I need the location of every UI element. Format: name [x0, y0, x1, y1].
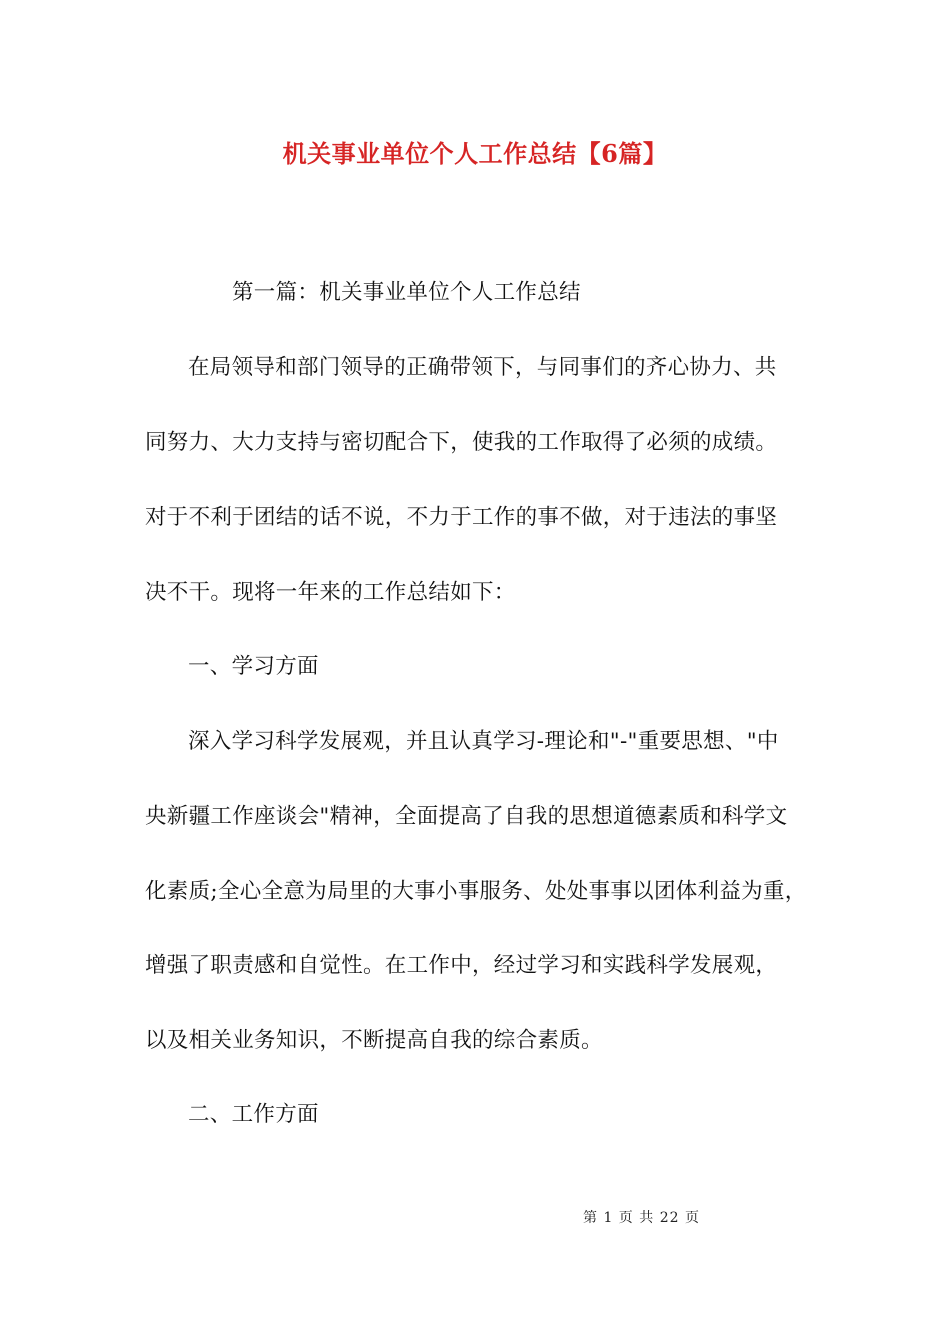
section-heading-first: 第一篇：机关事业单位个人工作总结 — [232, 280, 581, 305]
paragraph-line: 同努力、大力支持与密切配合下，使我的工作取得了必须的成绩。 — [145, 430, 778, 455]
paragraph-line: 决不干。现将一年来的工作总结如下： — [145, 580, 516, 605]
paragraph-line: 深入学习科学发展观，并且认真学习-理论和"-"重要思想、"中 — [188, 729, 779, 754]
section-heading-work: 二、工作方面 — [188, 1102, 319, 1127]
paragraph-line: 对于不利于团结的话不说，不力于工作的事不做，对于违法的事坚 — [145, 505, 778, 530]
paragraph-line: 化素质;全心全意为局里的大事小事服务、处处事事以团体利益为重， — [145, 879, 807, 904]
document-title: 机关事业单位个人工作总结【6篇】 — [282, 139, 668, 168]
paragraph-line: 以及相关业务知识，不断提高自我的综合素质。 — [145, 1028, 603, 1053]
paragraph-line: 央新疆工作座谈会"精神，全面提高了自我的思想道德素质和科学文 — [145, 804, 788, 829]
page-number-footer: 第 1 页 共 22 页 — [583, 1210, 700, 1226]
paragraph-line: 增强了职责感和自觉性。在工作中，经过学习和实践科学发展观， — [145, 953, 778, 978]
paragraph-line: 在局领导和部门领导的正确带领下，与同事们的齐心协力、共 — [188, 355, 777, 380]
section-heading-study: 一、学习方面 — [188, 654, 319, 679]
